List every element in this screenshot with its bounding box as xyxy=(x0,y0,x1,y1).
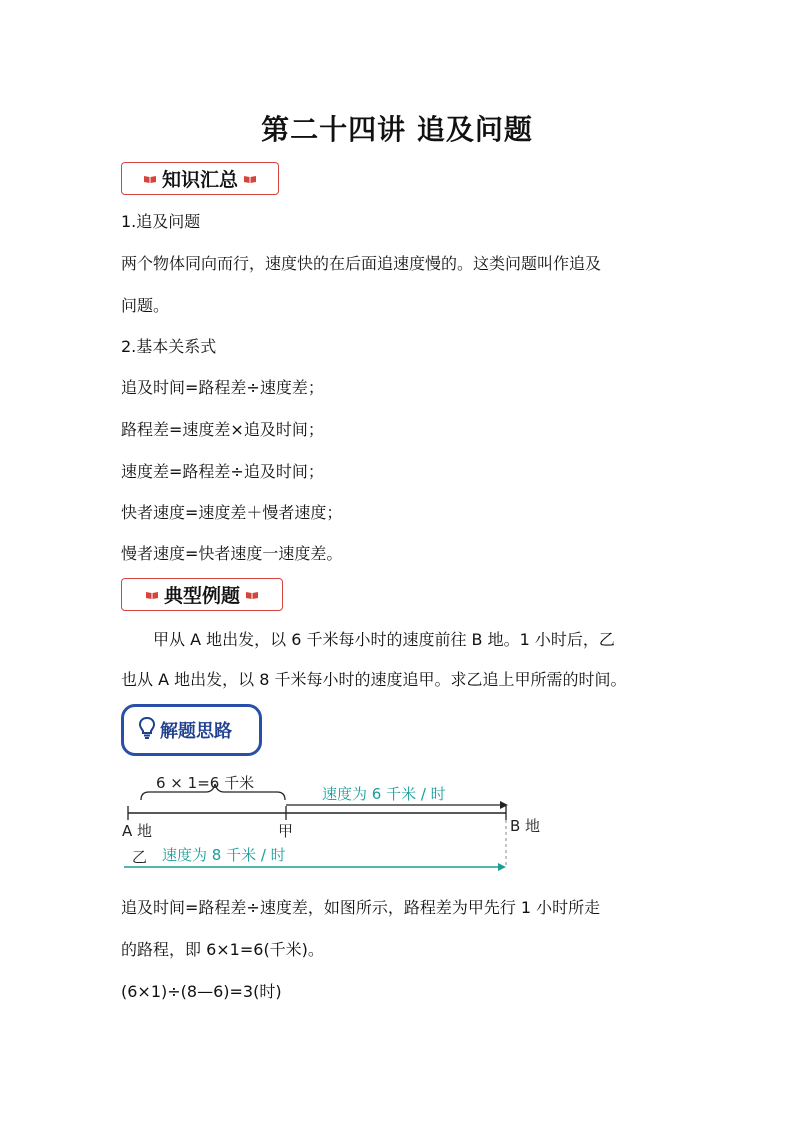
problem-line: 也从 A 地出发，以 8 千米每小时的速度追甲。求乙追上甲所需的时间。 xyxy=(121,670,627,689)
solution-line: 追及时间=路程差÷速度差，如图所示，路程差为甲先行 1 小时所走 xyxy=(121,898,601,917)
book-icon xyxy=(244,175,256,183)
brace-label: 6 × 1=6 千米 xyxy=(156,774,255,792)
heading-chase: 1.追及问题 xyxy=(121,212,201,231)
solution-line: 的路程，即 6×1=6(千米)。 xyxy=(121,940,324,959)
section-label: 知识汇总 xyxy=(161,169,238,191)
section-badge-examples xyxy=(121,578,283,611)
label-b: B 地 xyxy=(510,817,541,835)
chase-diagram xyxy=(118,770,558,880)
lightbulb-icon xyxy=(138,716,156,744)
formula-line: 慢者速度=快者速度一速度差。 xyxy=(121,544,343,563)
label-yi: 乙 xyxy=(132,848,148,866)
formula-line: 速度差=路程差÷追及时间； xyxy=(121,462,324,481)
top-speed-label: 速度为 6 千米 / 时 xyxy=(322,785,446,803)
problem-line: 甲从 A 地出发，以 6 千米每小时的速度前往 B 地。1 小时后，乙 xyxy=(153,630,615,649)
section-badge-knowledge xyxy=(121,162,279,195)
section-label: 典型例题 xyxy=(163,585,240,607)
formula-line: 路程差=速度差×追及时间； xyxy=(121,420,324,439)
heading-formulas: 2.基本关系式 xyxy=(121,337,217,356)
label-jia: 甲 xyxy=(278,822,294,840)
arrowhead-icon xyxy=(500,801,508,809)
book-icon xyxy=(146,591,158,599)
arrowhead-icon xyxy=(498,863,506,871)
thinking-badge xyxy=(121,704,262,756)
book-icon xyxy=(144,175,156,183)
thinking-label: 解题思路 xyxy=(160,721,232,742)
bottom-speed-label: 速度为 8 千米 / 时 xyxy=(162,846,286,864)
paragraph-line: 问题。 xyxy=(121,296,170,315)
formula-line: 追及时间=路程差÷速度差； xyxy=(121,378,324,397)
label-a: A 地 xyxy=(122,822,153,840)
book-icon xyxy=(246,591,258,599)
formula-line: 快者速度=速度差＋慢者速度； xyxy=(121,503,343,522)
paragraph-line: 两个物体同向而行，速度快的在后面追速度慢的。这类问题叫作追及 xyxy=(121,254,602,273)
page-title: 第二十四讲 追及问题 xyxy=(261,113,533,146)
solution-line: (6×1)÷(8—6)=3(时) xyxy=(121,982,282,1001)
